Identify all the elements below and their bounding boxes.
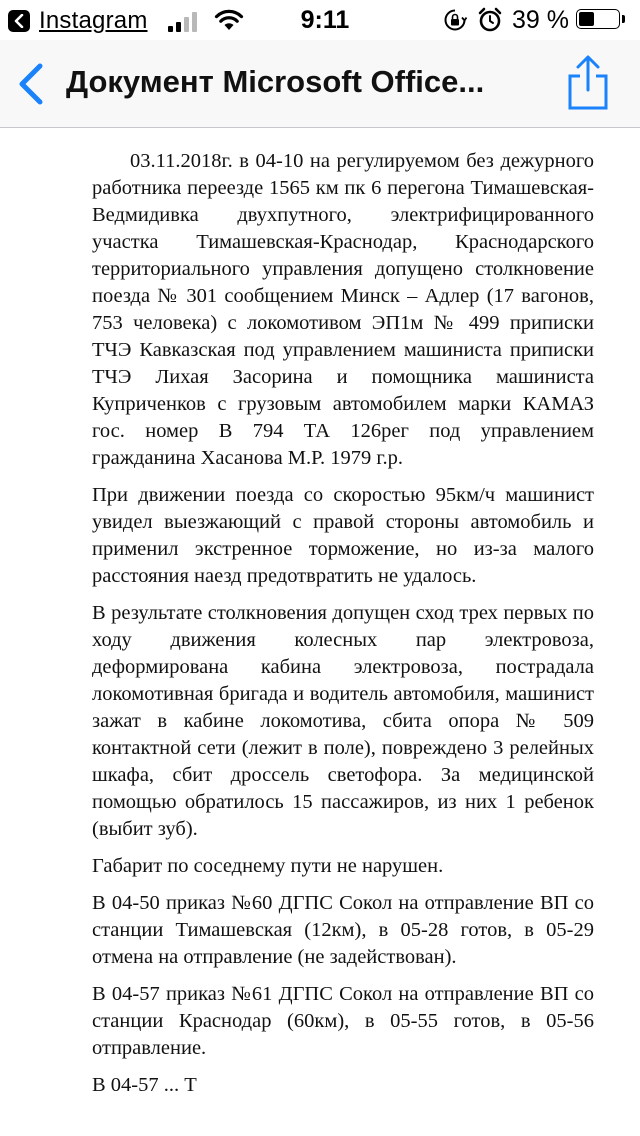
navigation-bar <box>0 40 640 128</box>
document-paragraph: Габарит по соседнему пути не нарушен. <box>92 855 444 877</box>
orientation-lock-icon <box>443 8 467 32</box>
alarm-icon <box>478 7 502 33</box>
status-time: 9:11 <box>300 6 350 34</box>
share-icon[interactable] <box>562 54 614 112</box>
back-app-icon <box>8 10 30 32</box>
wifi-icon <box>214 9 244 31</box>
document-title: Документ Microsoft Office... <box>66 64 485 99</box>
document-paragraph: При движении поезда со скоростью 95км/ч машинист увидел выезжающий с правой стороны автомобиль и применил экстренное торможение, но из-за малого расстояния наезд предотвратить не удалось. <box>92 484 594 587</box>
document-paragraph: В 04-57 ... Т <box>92 1074 197 1096</box>
signal-icon <box>168 12 198 32</box>
chevron-left-icon[interactable] <box>12 60 52 108</box>
document-paragraph: В результате столкновения допущен сход трех первых по ходу движения колесных пар электровоза, деформирована кабина электровоза, пострадала локомотивная бригада и водитель автомобиля, машинист зажат в кабине локомотива, сбита опора № 509 контактной сети (лежит в поле), повреждено 3 релейных шкафа, сбит дроссель светофора. За медицинской помощью обратилось 15 пассажиров, из них 1 ребенок (выбит зуб). <box>92 602 594 840</box>
document-paragraph: 03.11.2018г. в 04-10 на регулируемом без дежурного работника переезде 1565 км пк 6 перегона Тимашевская-Ведмидивка двухпутного, электрифицированного участка Тимашевская-Краснодар, Краснодарского территориального управления допущено столкновение поезда № 301 сообщением Минск – Адлер (17 вагонов, 753 человека) с локомотивом ЭП1м № 499 приписки ТЧЭ Кавказская под управлением машиниста приписки ТЧЭ Лихая Засорина и помощника машиниста Куприченков с грузовым автомобилем марки КАМАЗ гос. номер В 794 ТА 126рег под управлением гражданина Хасанова М.Р. 1979 г.р. <box>92 150 594 469</box>
document-paragraph: В 04-50 приказ №60 ДГПС Сокол на отправление ВП со станции Тимашевская (12км), в 05-28 готов, в 05-29 отмена на отправление (не задействован). <box>92 892 594 968</box>
status-bar <box>0 0 640 40</box>
back-app-label: Instagram <box>39 7 148 34</box>
battery-level-fill <box>579 12 594 26</box>
battery-icon <box>576 9 628 31</box>
back-to-app-button[interactable] <box>8 8 148 34</box>
document-body <box>92 148 594 1109</box>
document-paragraph: В 04-57 приказ №61 ДГПС Сокол на отправление ВП со станции Краснодар (60км), в 05-55 готов, в 05-56 отправление. <box>92 983 594 1059</box>
battery-percent: 39 % <box>512 6 569 34</box>
